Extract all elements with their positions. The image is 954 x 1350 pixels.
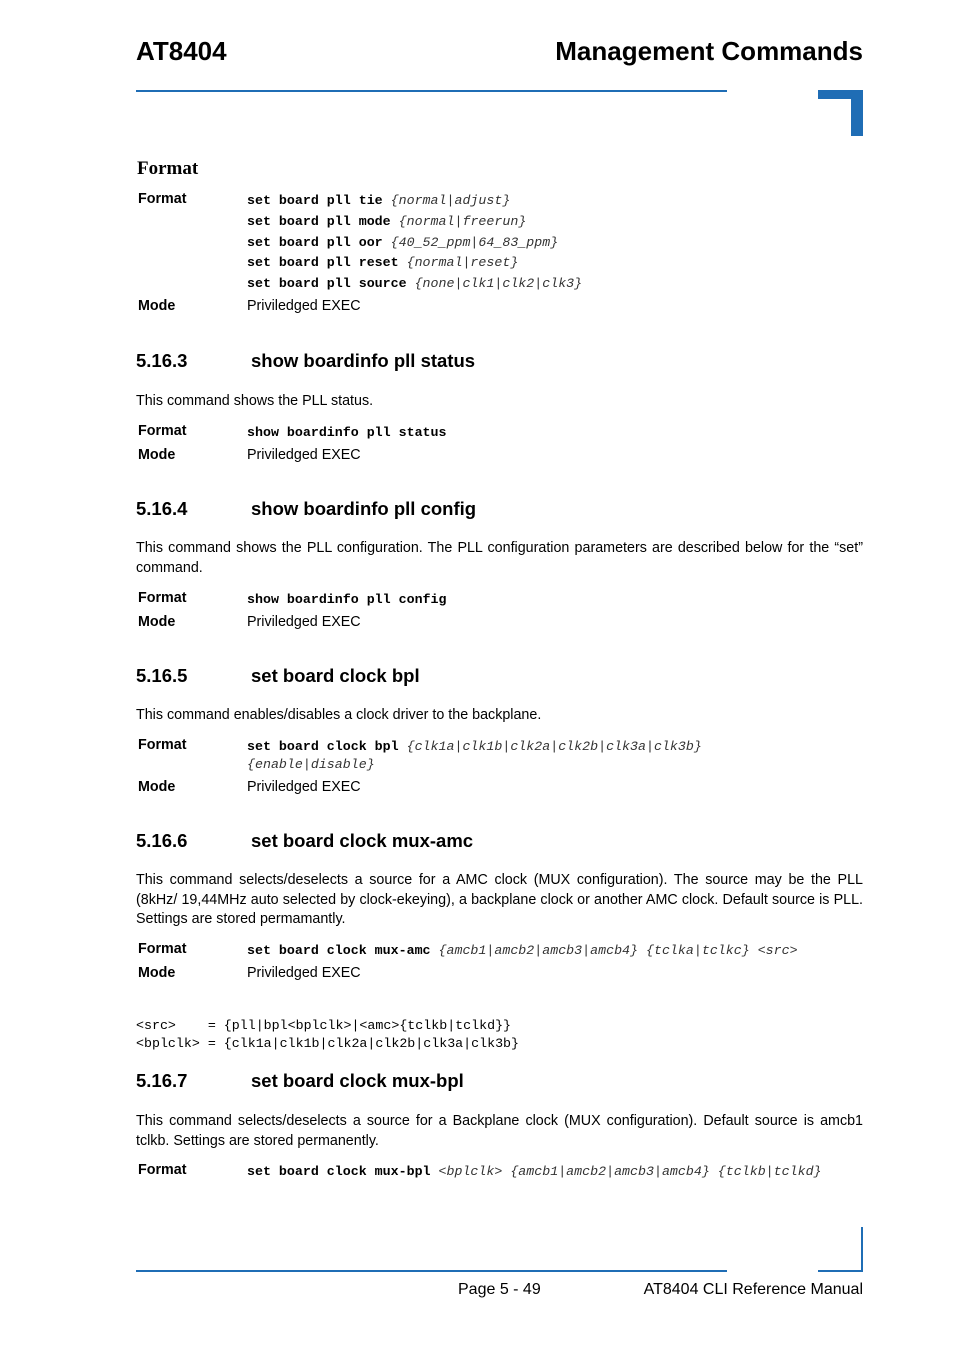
page-number: Page 5 - 49 — [458, 1281, 541, 1298]
section-description: This command enables/disables a clock driver to the backplane. — [136, 707, 542, 723]
format-heading: Format — [137, 158, 199, 179]
section-heading: 5.16.7 set board clock mux-bpl — [136, 1070, 464, 1091]
pll-source-command: set board pll source {none|clk1|clk2|clk3} — [247, 276, 583, 291]
format-label: Format — [138, 423, 187, 439]
section-heading: 5.16.4 show boardinfo pll config — [136, 498, 477, 519]
mode-value: Priviledged EXEC — [247, 965, 361, 981]
manual-title: AT8404 CLI Reference Manual — [643, 1281, 863, 1298]
section-description: This command shows the PLL status. — [136, 393, 374, 409]
mode-label: Mode — [138, 779, 176, 795]
pll-oor-command: set board pll oor {40_52_ppm|64_83_ppm} — [247, 235, 559, 250]
mode-value: Priviledged EXEC — [247, 447, 361, 463]
pll-tie-command: set board pll tie {normal|adjust} — [247, 193, 511, 208]
footer-corner-mark — [861, 1227, 863, 1272]
bplclk-definition: <bplclk> = {clk1a|clk1b|clk2a|clk2b|clk3a|clk3b} — [136, 1036, 520, 1051]
format-label: Format — [138, 191, 187, 207]
format-label: Format — [138, 737, 187, 753]
header-chapter: Management Commands — [555, 36, 863, 66]
src-definition: <src> = {pll|bpl<bplclk>|<amc>{tclkb|tclkd}} — [136, 1018, 512, 1033]
section-heading: 5.16.5 set board clock bpl — [136, 665, 420, 686]
command-syntax: set board clock mux-bpl <bplclk> {amcb1|amcb2|amcb3|amcb4} {tclkb|tclkd} — [247, 1164, 822, 1179]
header-corner-mark-vertical — [851, 90, 863, 136]
mode-value: Priviledged EXEC — [247, 779, 361, 795]
format-label: Format — [138, 1162, 187, 1178]
section-heading: 5.16.6 set board clock mux-amc — [136, 830, 474, 851]
section-heading: 5.16.3 show boardinfo pll status — [136, 350, 476, 371]
command-syntax-continued: {enable|disable} — [247, 757, 375, 772]
footer-rule — [136, 1270, 727, 1272]
mode-value: Priviledged EXEC — [247, 614, 361, 630]
header-product: AT8404 — [136, 36, 227, 66]
mode-label: Mode — [138, 614, 176, 630]
section-description: This command shows the PLL configuration. The PLL configuration parameters are described below for the “set” command. — [136, 540, 863, 576]
mode-value: Priviledged EXEC — [247, 298, 361, 314]
pll-mode-command: set board pll mode {normal|freerun} — [247, 214, 527, 229]
section-description: This command selects/deselects a source for a Backplane clock (MUX configuration). Default source is amcb1 tclkb. Settings are stored permanently. — [136, 1113, 863, 1149]
mode-label: Mode — [138, 447, 176, 463]
format-label: Format — [138, 941, 187, 957]
mode-label: Mode — [138, 965, 176, 981]
command-syntax: set board clock mux-amc {amcb1|amcb2|amcb3|amcb4} {tclka|tclkc} <src> — [247, 943, 798, 958]
format-label: Format — [138, 590, 187, 606]
section-description: This command selects/deselects a source for a AMC clock (MUX configuration). The source may be the PLL (8kHz/ 19,44MHz auto selected by clock-ekeying), a backplane clock or another AMC clock. Default source is PLL. Settings are stored permamantly. — [136, 872, 863, 927]
mode-label: Mode — [138, 298, 176, 314]
command-syntax: show boardinfo pll status — [247, 425, 447, 440]
command-syntax: set board clock bpl {clk1a|clk1b|clk2a|clk2b|clk3a|clk3b} — [247, 739, 702, 754]
header-rule — [136, 90, 727, 92]
footer-corner-mark-horizontal — [818, 1270, 863, 1272]
command-syntax: show boardinfo pll config — [247, 592, 447, 607]
pll-reset-command: set board pll reset {normal|reset} — [247, 255, 519, 270]
